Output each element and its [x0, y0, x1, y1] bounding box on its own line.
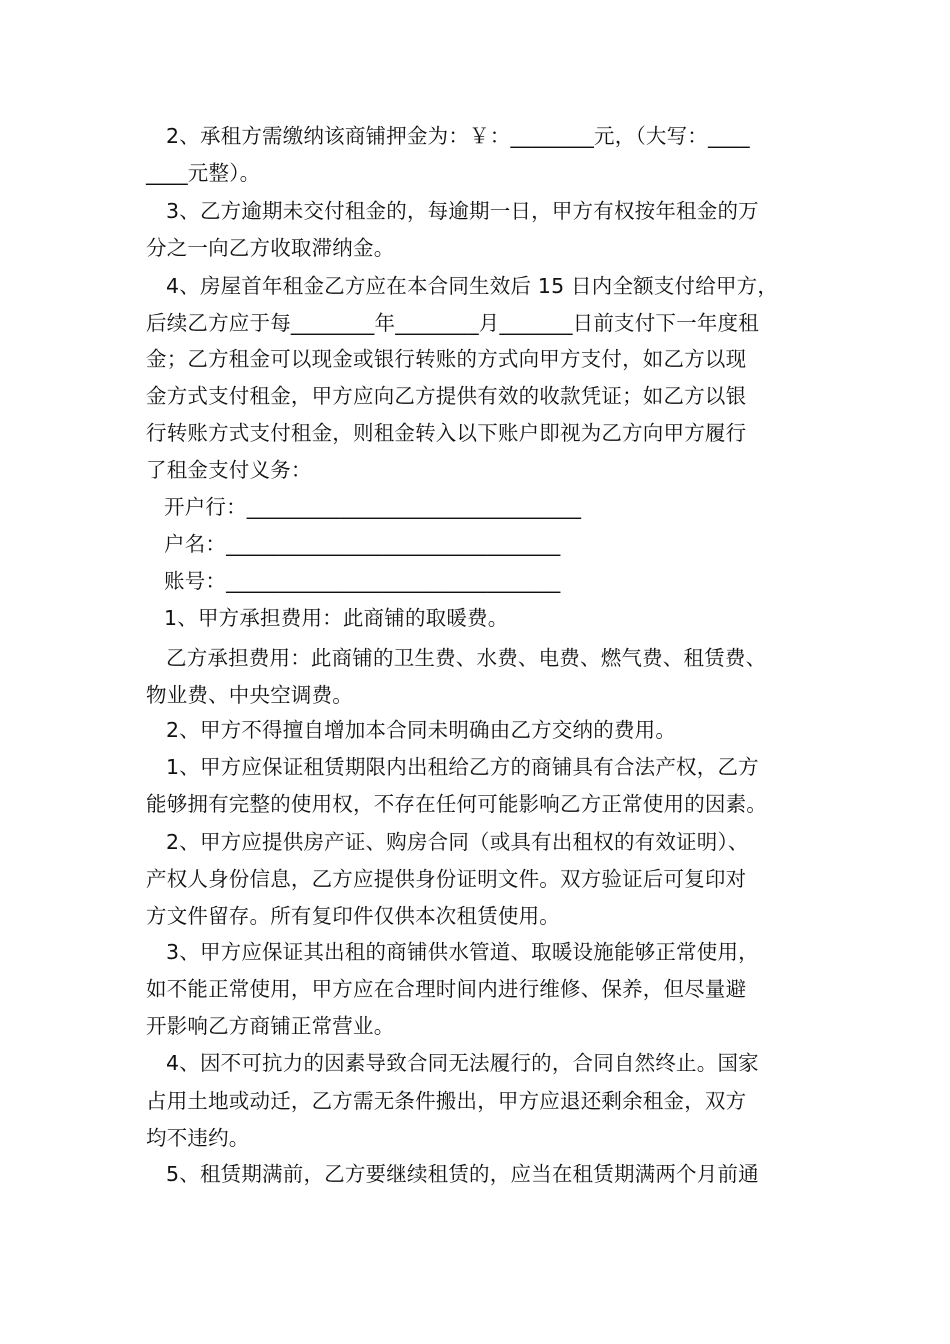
text-line: 金；乙方租金可以现金或银行转账的方式向甲方支付，如乙方以现 — [146, 347, 747, 371]
text-line: 方文件留存。所有复印件仅供本次租赁使用。 — [146, 904, 560, 928]
text-line: 4、房屋首年租金乙方应在本合同生效后 15 日内全额支付给甲方， — [166, 274, 779, 298]
text-line: 3、乙方逾期未交付租金的，每逾期一日，甲方有权按年租金的万 — [166, 199, 759, 223]
text-line: ____元整）。 — [146, 161, 261, 185]
text-line: 1、甲方应保证租赁期限内出租给乙方的商铺具有合法产权，乙方 — [166, 755, 759, 779]
text-line: 产权人身份信息，乙方应提供身份证明文件。双方验证后可复印对 — [146, 867, 747, 891]
text-line: 后续乙方应于每________年________月_______日前支付下一年度租 — [146, 311, 759, 335]
text-line: 开影响乙方商铺正常营业。 — [146, 1014, 395, 1038]
text-line: 2、承租方需缴纳该商铺押金为：￥：________元，（大写：____ — [166, 124, 750, 148]
text-line: 5、租赁期满前，乙方要继续租赁的，应当在租赁期满两个月前通 — [166, 1162, 759, 1186]
text-line: 物业费、中央空调费。 — [146, 683, 353, 707]
text-line: 3、甲方应保证其出租的商铺供水管道、取暖设施能够正常使用， — [166, 940, 759, 964]
text-line: 占用土地或动迁，乙方需无条件搬出，甲方应退还剩余租金，双方 — [146, 1089, 747, 1113]
account-name-field: 户名：________________________________ — [164, 532, 561, 556]
text-line: 行转账方式支付租金，则租金转入以下账户即视为乙方向甲方履行 — [146, 421, 747, 445]
text-line: 均不违约。 — [146, 1126, 250, 1150]
text-line: 2、甲方应提供房产证、购房合同（或具有出租权的有效证明）、 — [166, 830, 749, 854]
text-line: 金方式支付租金，甲方应向乙方提供有效的收款凭证；如乙方以银 — [146, 384, 747, 408]
text-line: 乙方承担费用：此商铺的卫生费、水费、电费、燃气费、租赁费、 — [166, 646, 767, 670]
text-line: 1、甲方承担费用：此商铺的取暖费。 — [164, 606, 509, 630]
text-line: 了租金支付义务： — [146, 458, 312, 482]
text-line: 4、因不可抗力的因素导致合同无法履行的，合同自然终止。国家 — [166, 1051, 759, 1075]
text-line: 如不能正常使用，甲方应在合理时间内进行维修、保养，但尽量避 — [146, 977, 747, 1001]
text-line: 2、甲方不得擅自增加本合同未明确由乙方交纳的费用。 — [166, 718, 677, 742]
text-line: 能够拥有完整的使用权，不存在任何可能影响乙方正常使用的因素。 — [146, 792, 767, 816]
bank-name-field: 开户行：________________________________ — [164, 495, 582, 519]
account-number-field: 账号：________________________________ — [164, 569, 561, 593]
text-line: 分之一向乙方收取滞纳金。 — [146, 236, 395, 260]
